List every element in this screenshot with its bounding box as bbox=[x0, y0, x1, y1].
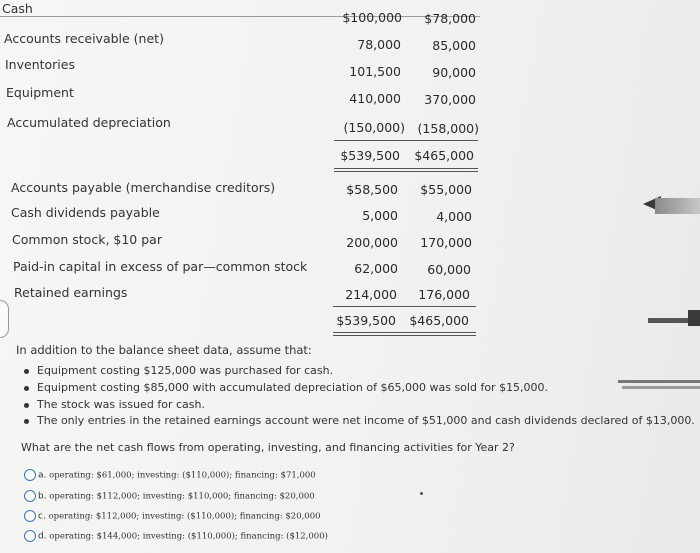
bullet-icon bbox=[24, 403, 29, 408]
equity-paid-in-capital-year1: 60,000 bbox=[427, 262, 471, 277]
option-c[interactable] bbox=[24, 510, 321, 522]
edge-artifact bbox=[655, 198, 700, 214]
asset-inventories-year2: 101,500 bbox=[349, 64, 401, 79]
equity-paid-in-capital-year2: 62,000 bbox=[354, 261, 398, 276]
liabilities-double-rule-bottom bbox=[333, 335, 476, 336]
asset-accum-depreciation-year1: (158,000) bbox=[417, 121, 479, 136]
liability-label-dividends: Cash dividends payable bbox=[11, 205, 160, 220]
asset-label-inventories: Inventories bbox=[5, 57, 75, 72]
option-letter: a. bbox=[38, 470, 47, 481]
bullet-icon bbox=[24, 419, 29, 424]
liabilities-total-year2: $539,500 bbox=[336, 313, 396, 328]
asset-label-accum-depreciation: Accumulated depreciation bbox=[7, 115, 171, 130]
assumption-item bbox=[24, 398, 205, 411]
assumption-item bbox=[24, 414, 695, 427]
edge-artifact bbox=[622, 386, 700, 389]
option-text: operating: $112,000; investing: $110,000; financing: $20,000 bbox=[49, 491, 315, 502]
edge-artifact bbox=[420, 492, 423, 495]
asset-equipment-year1: 370,000 bbox=[424, 92, 476, 107]
radio-icon[interactable] bbox=[24, 469, 36, 481]
option-d[interactable] bbox=[24, 530, 328, 542]
asset-equipment-year2: 410,000 bbox=[349, 91, 401, 106]
liabilities-total-year1: $465,000 bbox=[409, 313, 469, 328]
assets-total-year2: $539,500 bbox=[340, 148, 400, 163]
assumption-text: Equipment costing $125,000 was purchased for cash. bbox=[37, 364, 334, 377]
asset-accum-depreciation-year2: (150,000) bbox=[343, 120, 405, 135]
option-letter: d. bbox=[38, 531, 47, 542]
assumption-item bbox=[24, 364, 333, 377]
assets-double-rule-bottom bbox=[334, 171, 478, 172]
liability-label-accounts-payable: Accounts payable (merchandise creditors) bbox=[11, 180, 276, 195]
asset-cash-year1: $78,000 bbox=[424, 11, 476, 26]
liability-dividends-year2: 5,000 bbox=[362, 208, 398, 223]
asset-label-cash: Cash bbox=[2, 1, 33, 16]
equity-label-paid-in-capital: Paid-in capital in excess of par—common stock bbox=[13, 259, 308, 274]
asset-receivable-year1: 85,000 bbox=[432, 38, 476, 53]
assets-double-rule-top bbox=[334, 168, 478, 169]
radio-icon[interactable] bbox=[24, 530, 36, 542]
option-text: operating: $144,000; investing: ($110,000); financing: ($12,000) bbox=[49, 531, 328, 542]
bullet-icon bbox=[24, 386, 29, 391]
option-b[interactable] bbox=[24, 490, 315, 502]
liabilities-total-rule bbox=[333, 306, 476, 307]
assumption-text: The stock was issued for cash. bbox=[37, 398, 205, 411]
asset-label-receivable: Accounts receivable (net) bbox=[4, 31, 164, 46]
option-text: operating: $112,000; investing: ($110,000); financing: $20,000 bbox=[48, 511, 321, 522]
equity-common-stock-year1: 170,000 bbox=[420, 235, 472, 250]
liability-accounts-payable-year1: $55,000 bbox=[420, 182, 472, 197]
equity-label-common-stock: Common stock, $10 par bbox=[12, 232, 162, 247]
liabilities-double-rule-top bbox=[333, 332, 476, 333]
edge-artifact bbox=[688, 310, 700, 326]
equity-label-retained-earnings: Retained earnings bbox=[14, 285, 128, 300]
option-a[interactable] bbox=[24, 469, 316, 481]
asset-receivable-year2: 78,000 bbox=[357, 37, 401, 52]
liability-dividends-year1: 4,000 bbox=[436, 209, 472, 224]
equity-retained-earnings-year1: 176,000 bbox=[418, 287, 470, 302]
radio-icon[interactable] bbox=[24, 490, 36, 502]
liability-accounts-payable-year2: $58,500 bbox=[346, 182, 398, 197]
equity-common-stock-year2: 200,000 bbox=[346, 235, 398, 250]
equity-retained-earnings-year2: 214,000 bbox=[345, 287, 397, 302]
radio-icon[interactable] bbox=[24, 510, 36, 522]
edge-artifact bbox=[0, 300, 9, 338]
option-letter: b. bbox=[38, 491, 47, 502]
assumption-item bbox=[24, 381, 548, 394]
assumption-text: The only entries in the retained earnings account were net income of $51,000 and cash dividends declared of $13,000. bbox=[37, 414, 695, 427]
asset-inventories-year1: 90,000 bbox=[432, 65, 476, 80]
option-text: operating: $61,000; investing: ($110,000); financing: $71,000 bbox=[49, 470, 316, 481]
assets-total-rule bbox=[334, 140, 478, 141]
option-letter: c. bbox=[38, 511, 46, 522]
intro-text: In addition to the balance sheet data, assume that: bbox=[16, 343, 312, 357]
assets-total-year1: $465,000 bbox=[414, 148, 474, 163]
asset-label-equipment: Equipment bbox=[6, 85, 74, 100]
assumption-text: Equipment costing $85,000 with accumulated depreciation of $65,000 was sold for $15,000. bbox=[37, 381, 549, 394]
question-text: What are the net cash flows from operating, investing, and financing activities for Year 2? bbox=[21, 441, 515, 454]
asset-cash-year2: $100,000 bbox=[342, 10, 402, 25]
edge-artifact bbox=[618, 380, 700, 383]
bullet-icon bbox=[24, 369, 29, 374]
